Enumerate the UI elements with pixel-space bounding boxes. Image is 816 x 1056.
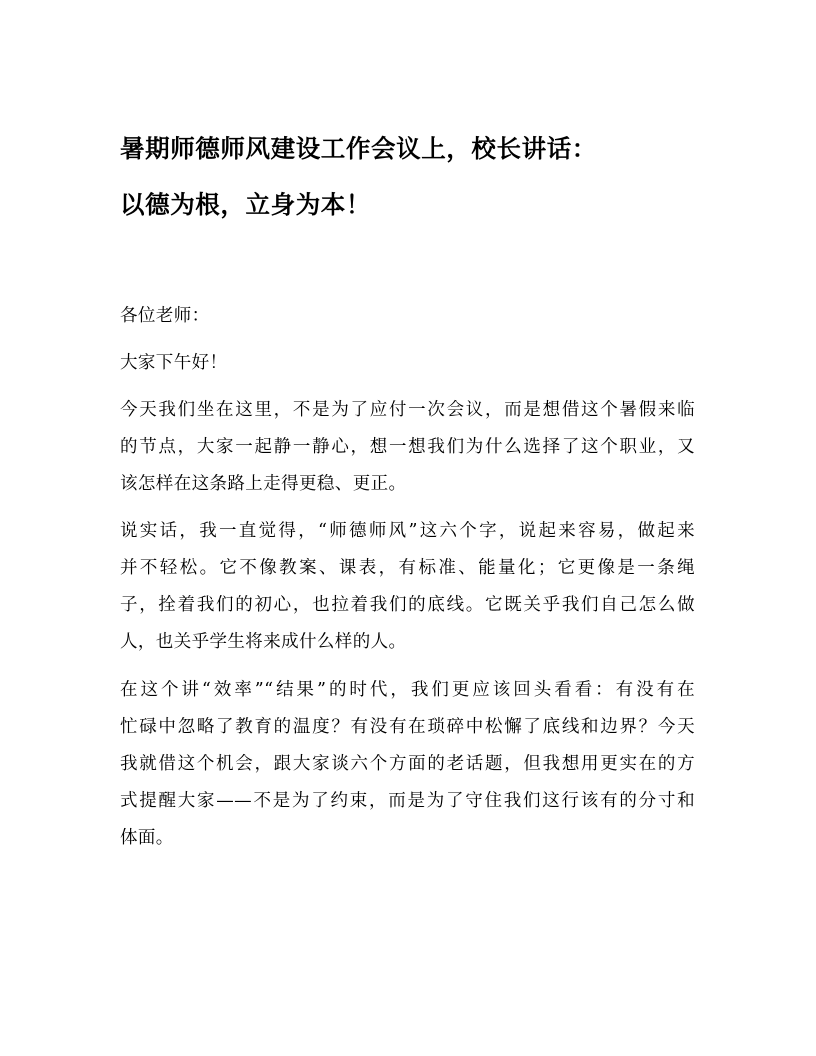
greeting xyxy=(120,298,695,335)
paragraph-line: 说实话，我一直觉得，“师德师风”这六个字，说起来容易，做起来 xyxy=(120,521,695,541)
paragraph-line: 子，拴着我们的初心，也拉着我们的底线。它既关乎我们自己怎么做 xyxy=(120,595,695,615)
paragraph-line: 在这个讲“效率”“结果”的时代，我们更应该回头看看：有没有在 xyxy=(120,680,695,700)
paragraph-line: 该怎样在这条路上走得更稳、更正。 xyxy=(120,474,407,494)
paragraph-line: 人，也关乎学生将来成什么样的人。 xyxy=(120,632,407,652)
paragraph-line: 今天我们坐在这里，不是为了应付一次会议，而是想借这个暑假来临 xyxy=(120,400,695,420)
paragraph-line: 忙碌中忽略了教育的温度？有没有在琐碎中松懈了底线和边界？今天 xyxy=(120,717,695,737)
salutation xyxy=(120,345,695,382)
document-title-line-2: 以德为根，立身为本！ xyxy=(120,190,371,219)
paragraph-line: 体面。 xyxy=(120,828,174,848)
document-title-line-1: 暑期师德师风建设工作会议上，校长讲话： xyxy=(120,134,597,163)
paragraph-2 xyxy=(120,513,695,661)
paragraph-line: 的节点，大家一起静一静心，想一想我们为什么选择了这个职业，又 xyxy=(120,437,695,457)
paragraph-3 xyxy=(120,672,695,857)
greeting-text: 各位老师： xyxy=(120,306,210,326)
paragraph-line: 并不轻松。它不像教案、课表，有标准、能量化；它更像是一条绳 xyxy=(120,558,695,578)
paragraph-line: 式提醒大家——不是为了约束，而是为了守住我们这行该有的分寸和 xyxy=(120,791,695,811)
paragraph-line: 我就借这个机会，跟大家谈六个方面的老话题，但我想用更实在的方 xyxy=(120,754,695,774)
salutation-text: 大家下午好！ xyxy=(120,353,228,373)
paragraph-1 xyxy=(120,392,695,503)
